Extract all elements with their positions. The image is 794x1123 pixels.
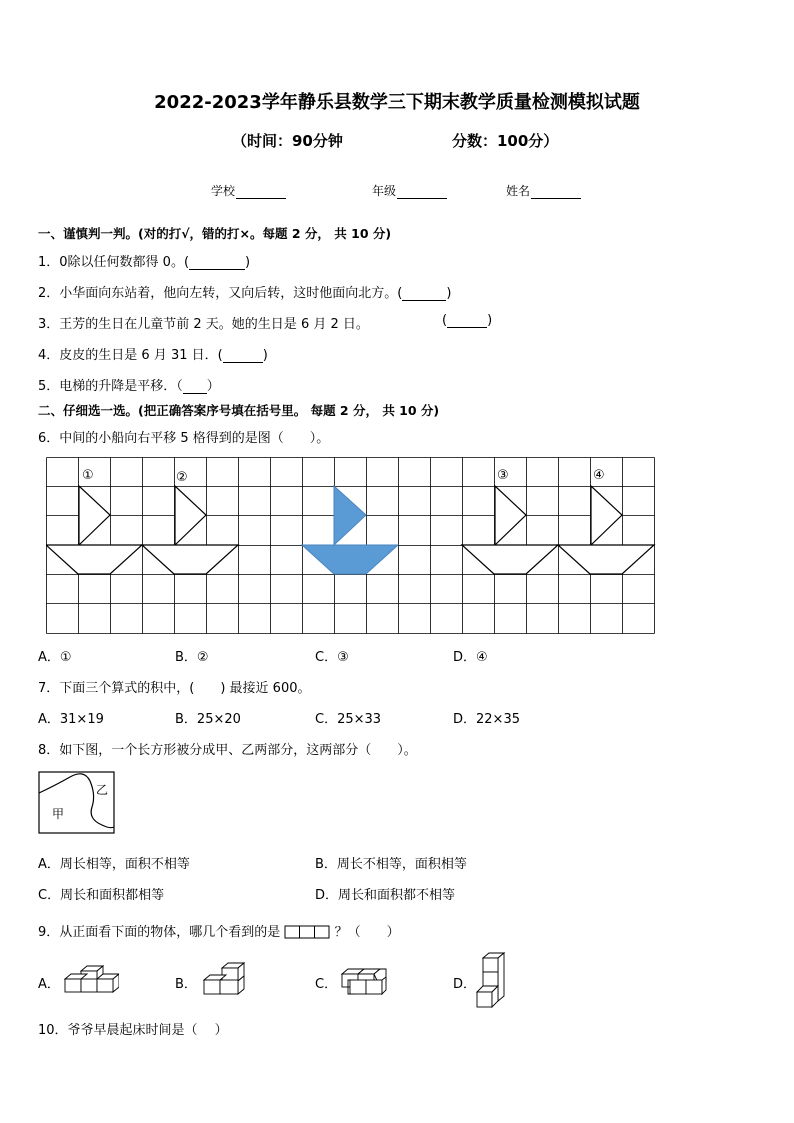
- part-b-label: 乙: [96, 783, 109, 797]
- rectangle-figure: [38, 771, 116, 835]
- q1-end: ): [245, 255, 251, 270]
- q9-option-d[interactable]: D．: [453, 977, 477, 992]
- boat-grid-figure: [46, 457, 656, 635]
- q1-text: 1．0除以任何数都得 0。(: [38, 255, 190, 270]
- question-2: [38, 282, 451, 301]
- exam-time: （时间：90分钟: [232, 132, 343, 150]
- figure-label-1: ①: [82, 468, 94, 483]
- middle-boat-sail: [334, 486, 366, 545]
- q2-text: 2．小华面向东站着，他向左转，又向后转，这时他面向北方。(: [38, 286, 403, 301]
- q2-blank[interactable]: [402, 288, 446, 301]
- cubes-c: [340, 966, 392, 996]
- q1-blank[interactable]: [189, 257, 245, 270]
- q7-option-b[interactable]: B．25×20: [175, 712, 241, 727]
- q3-blank[interactable]: [447, 315, 487, 328]
- q4-text: 4．皮皮的生日是 6 月 31 日．(: [38, 348, 223, 363]
- name-label: 姓名: [506, 184, 531, 198]
- q2-end: ): [446, 286, 452, 301]
- q7-option-a[interactable]: A．31×19: [38, 712, 104, 727]
- q9-option-c[interactable]: C．: [315, 977, 338, 992]
- question-7: 7．下面三个算式的积中，( ) 最接近 600。: [38, 681, 311, 696]
- q9-option-b[interactable]: B．: [175, 977, 197, 992]
- question-6: 6．中间的小船向右平移 5 格得到的是图（ ）。: [38, 431, 330, 446]
- name-field[interactable]: [506, 182, 581, 199]
- front-view-shape: [284, 925, 330, 939]
- figure-label-3: ③: [497, 468, 509, 483]
- figure-label-2: ②: [176, 470, 188, 485]
- q6-option-a[interactable]: A．①: [38, 650, 72, 665]
- section1-heading: 一、谨慎判一判。(对的打√，错的打×。每题 2 分， 共 10 分): [38, 226, 392, 241]
- boat-1-hull: [46, 545, 142, 574]
- question-10: 10．爷爷早晨起床时间是（ ）: [38, 1023, 228, 1038]
- section2-heading: 二、仔细选一选。(把正确答案序号填在括号里。 每题 2 分， 共 10 分): [38, 403, 440, 418]
- name-line: [531, 186, 581, 199]
- q8-option-b[interactable]: B．周长不相等，面积相等: [315, 857, 467, 872]
- exam-score: 分数：100分）: [452, 132, 559, 150]
- boat-5-hull: [558, 545, 654, 574]
- boat-4-hull: [462, 545, 558, 574]
- q3-open: (: [442, 313, 448, 328]
- grade-line: [397, 186, 447, 199]
- middle-boat-hull: [302, 545, 398, 574]
- figure-label-4: ④: [593, 468, 605, 483]
- q3-end: ): [487, 313, 493, 328]
- q5-end: ）: [206, 379, 220, 394]
- grade-label: 年级: [372, 184, 397, 198]
- school-line: [236, 186, 286, 199]
- question-3: [38, 313, 369, 332]
- q7-option-d[interactable]: D．22×35: [453, 712, 520, 727]
- school-label: 学校: [211, 184, 236, 198]
- q6-option-b[interactable]: B．②: [175, 650, 209, 665]
- q9-text: 9．从正面看下面的物体，哪几个看到的是: [38, 925, 281, 940]
- part-a-label: 甲: [52, 807, 65, 821]
- q9-tail: ？（ ）: [334, 925, 400, 940]
- question-1: [38, 251, 250, 270]
- boat-1-sail: [79, 486, 110, 545]
- question-5: [38, 375, 220, 394]
- q5-blank[interactable]: [183, 381, 207, 394]
- boat-2-hull: [142, 545, 238, 574]
- school-field[interactable]: [211, 182, 286, 199]
- question-8: 8．如下图，一个长方形被分成甲、乙两部分，这两部分（ ）。: [38, 743, 417, 758]
- q6-option-d[interactable]: D．④: [453, 650, 488, 665]
- q3-answer: [442, 313, 492, 328]
- question-4: [38, 344, 268, 363]
- q6-option-c[interactable]: C．③: [315, 650, 349, 665]
- q8-option-a[interactable]: A．周长相等，面积不相等: [38, 857, 190, 872]
- boat-4-sail: [495, 486, 526, 545]
- cubes-b: [200, 962, 250, 996]
- q4-blank[interactable]: [223, 350, 263, 363]
- question-9: [38, 921, 400, 940]
- q5-text: 5．电梯的升降是平移．（: [38, 379, 183, 394]
- q9-option-a[interactable]: A．: [38, 977, 60, 992]
- cubes-d: [475, 952, 507, 1010]
- middle-boat: [302, 486, 398, 574]
- q7-option-c[interactable]: C．25×33: [315, 712, 382, 727]
- q4-end: ): [262, 348, 268, 363]
- page-title: 2022-2023学年静乐县数学三下期末教学质量检测模拟试题: [154, 92, 640, 113]
- cubes-a: [63, 965, 119, 995]
- grade-field[interactable]: [372, 182, 447, 199]
- boat-2-sail: [175, 486, 206, 545]
- q8-option-c[interactable]: C．周长和面积都相等: [38, 888, 165, 903]
- boat-5-sail: [591, 486, 622, 545]
- q3-text: 3．王芳的生日在儿童节前 2 天。她的生日是 6 月 2 日。: [38, 317, 369, 332]
- q8-option-d[interactable]: D．周长和面积都不相等: [315, 888, 456, 903]
